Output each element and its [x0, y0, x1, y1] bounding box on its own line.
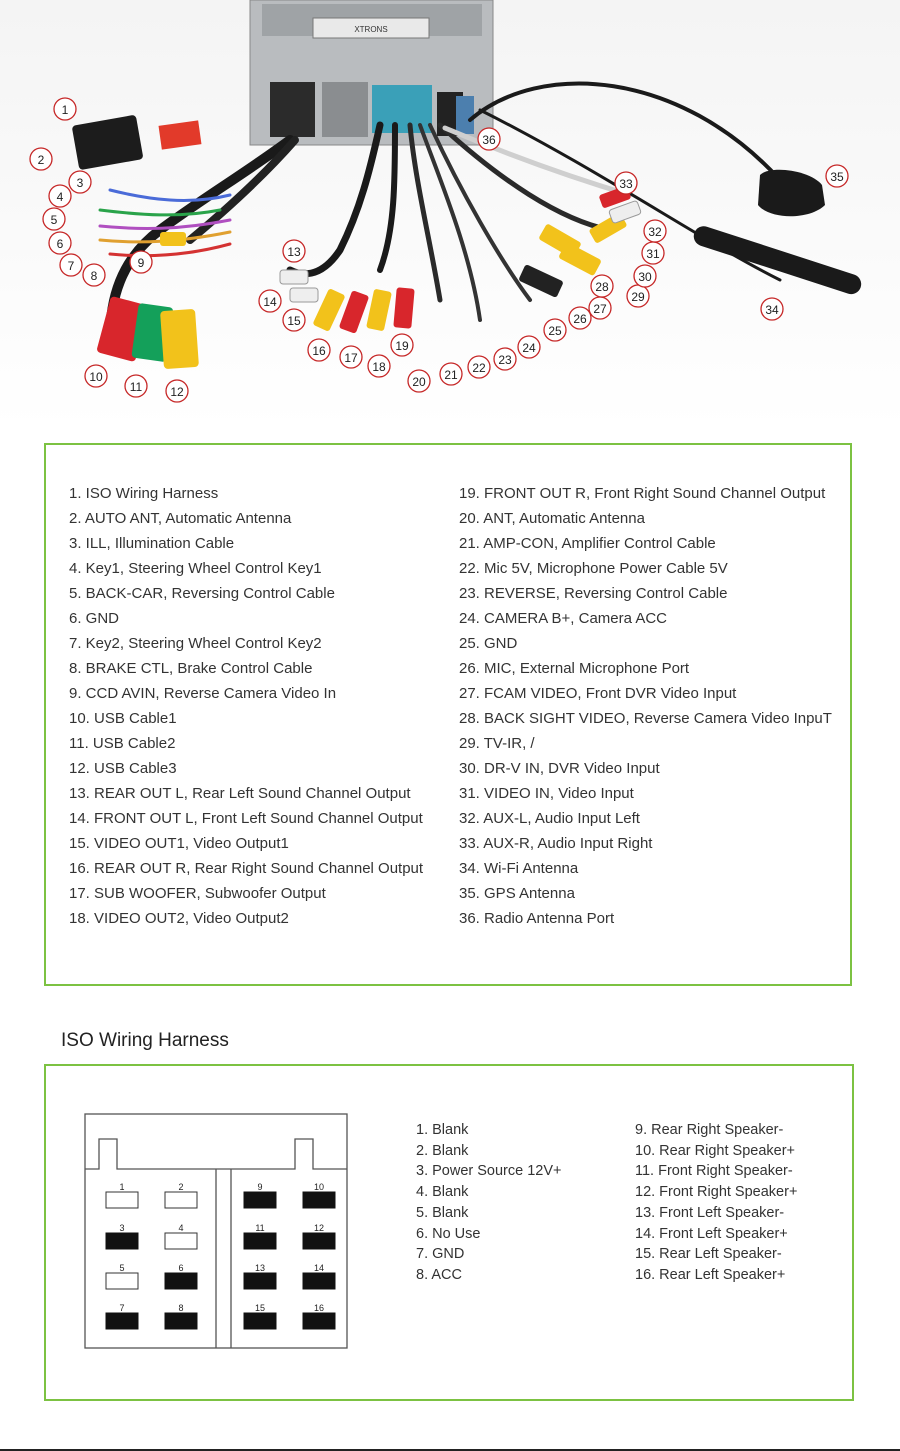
- callout-3: [69, 171, 91, 193]
- callout-10: [85, 365, 107, 387]
- callout-36: [478, 128, 500, 150]
- pin-description: 1. Blank: [416, 1122, 469, 1138]
- callout-15: [283, 309, 305, 331]
- svg-text:18: 18: [372, 360, 386, 374]
- svg-text:20: 20: [412, 375, 426, 389]
- legend-item: 18. VIDEO OUT2, Video Output2: [69, 910, 289, 927]
- callout-25: [544, 319, 566, 341]
- legend-item: 21. AMP-CON, Amplifier Control Cable: [459, 535, 716, 552]
- svg-text:36: 36: [482, 133, 496, 147]
- callout-18: [368, 355, 390, 377]
- callout-16: [308, 339, 330, 361]
- legend-column-right: [459, 481, 832, 931]
- svg-text:6: 6: [56, 237, 64, 251]
- usb-connectors: [96, 296, 199, 369]
- callout-21: [440, 363, 462, 385]
- legend-item: 20. ANT, Automatic Antenna: [459, 510, 645, 527]
- legend-item: 11. USB Cable2: [69, 735, 176, 752]
- pin-description: 6. No Use: [416, 1225, 481, 1242]
- legend-item: 19. FRONT OUT R, Front Right Sound Channel Output: [459, 485, 826, 502]
- legend-item: 12. USB Cable3: [69, 760, 177, 777]
- callout-11: [125, 375, 147, 397]
- svg-text:2: 2: [178, 1182, 184, 1192]
- callout-7: [60, 254, 82, 276]
- callout-31: [642, 242, 664, 264]
- legend-item: 24. CAMERA B+, Camera ACC: [459, 610, 667, 627]
- callout-12: [166, 380, 188, 402]
- svg-text:10: 10: [313, 1182, 325, 1192]
- pin-description: 14. Front Left Speaker+: [635, 1225, 788, 1242]
- legend-column-left: [69, 481, 423, 931]
- callout-8: [83, 264, 105, 286]
- svg-text:5: 5: [50, 213, 58, 227]
- svg-text:22: 22: [472, 361, 486, 375]
- legend-item: 36. Radio Antenna Port: [459, 910, 615, 927]
- pin-description: 7. GND: [416, 1246, 465, 1263]
- legend-item: 3. ILL, Illumination Cable: [69, 535, 235, 552]
- pin-description: 2. Blank: [416, 1142, 469, 1159]
- gps-antenna: [758, 170, 825, 216]
- svg-text:9: 9: [257, 1182, 263, 1192]
- legend-item: 10. USB Cable1: [69, 710, 177, 727]
- legend-item: 16. REAR OUT R, Rear Right Sound Channel Output: [69, 860, 424, 877]
- pin-description: 16. Rear Left Speaker+: [635, 1266, 786, 1283]
- callout-9: [130, 251, 152, 273]
- legend-item: 33. AUX-R, Audio Input Right: [459, 835, 653, 852]
- svg-text:6: 6: [178, 1263, 184, 1273]
- callout-26: [569, 307, 591, 329]
- callout-6: [49, 232, 71, 254]
- wiring-diagram-photo: [0, 0, 900, 430]
- legend-item: 13. REAR OUT L, Rear Left Sound Channel Output: [69, 785, 411, 802]
- callout-24: [518, 336, 540, 358]
- callout-2: [30, 148, 52, 170]
- svg-text:3: 3: [119, 1223, 125, 1233]
- legend-item: 1. ISO Wiring Harness: [69, 485, 219, 502]
- callout-23: [494, 348, 516, 370]
- wifi-antenna: [691, 224, 864, 297]
- pin-description: 11. Front Right Speaker-: [635, 1163, 793, 1180]
- svg-text:16: 16: [312, 344, 326, 358]
- legend-item: 32. AUX-L, Audio Input Left: [459, 810, 640, 827]
- callout-13: [283, 240, 305, 262]
- callout-33: [615, 172, 637, 194]
- legend-item: 25. GND: [459, 635, 518, 652]
- pin-description: 4. Blank: [416, 1184, 469, 1201]
- legend-item: 15. VIDEO OUT1, Video Output1: [69, 835, 289, 852]
- svg-text:25: 25: [548, 324, 562, 338]
- legend-item: 28. BACK SIGHT VIDEO, Reverse Camera Video InpuT: [459, 710, 832, 727]
- head-unit: [250, 0, 493, 145]
- callout-1: [54, 98, 76, 120]
- svg-text:23: 23: [498, 353, 512, 367]
- cable-legend-box: [44, 443, 852, 986]
- svg-text:21: 21: [444, 368, 458, 382]
- callout-14: [259, 290, 281, 312]
- callout-32: [644, 220, 666, 242]
- svg-text:15: 15: [287, 314, 301, 328]
- iso-pin-list-left: [416, 1120, 562, 1286]
- pin-description: 3. Power Source 12V+: [416, 1163, 562, 1180]
- svg-text:29: 29: [631, 290, 645, 304]
- legend-item: 6. GND: [69, 610, 120, 627]
- svg-text:7: 7: [67, 259, 75, 273]
- legend-item: 4. Key1, Steering Wheel Control Key1: [69, 560, 322, 577]
- legend-item: 29. TV-IR, /: [459, 735, 535, 752]
- svg-text:28: 28: [595, 280, 609, 294]
- svg-text:16: 16: [313, 1303, 325, 1313]
- svg-text:17: 17: [344, 351, 358, 365]
- svg-text:1: 1: [119, 1182, 125, 1192]
- legend-item: 34. Wi-Fi Antenna: [459, 860, 579, 877]
- iso-connector-diagram: [84, 1113, 394, 1358]
- callout-35: [826, 165, 848, 187]
- svg-text:35: 35: [830, 170, 844, 184]
- legend-item: 27. FCAM VIDEO, Front DVR Video Input: [459, 685, 737, 702]
- pin-description: 15. Rear Left Speaker-: [635, 1246, 782, 1263]
- legend-item: 8. BRAKE CTL, Brake Control Cable: [69, 660, 313, 677]
- unit-brand: XTRONS: [354, 25, 388, 34]
- pin-description: 5. Blank: [416, 1204, 469, 1221]
- svg-text:30: 30: [638, 270, 652, 284]
- callout-19: [391, 334, 413, 356]
- callout-30: [634, 265, 656, 287]
- legend-item: 30. DR-V IN, DVR Video Input: [459, 760, 660, 777]
- legend-item: 35. GPS Antenna: [459, 885, 575, 902]
- svg-text:27: 27: [593, 302, 607, 316]
- legend-item: 23. REVERSE, Reversing Control Cable: [459, 585, 728, 602]
- callout-20: [408, 370, 430, 392]
- callout-17: [340, 346, 362, 368]
- svg-text:19: 19: [395, 339, 409, 353]
- pin-description: 8. ACC: [416, 1266, 462, 1283]
- svg-text:8: 8: [90, 269, 98, 283]
- legend-item: 2. AUTO ANT, Automatic Antenna: [69, 510, 292, 527]
- iso-connector-photo: [72, 115, 202, 171]
- svg-text:9: 9: [137, 256, 145, 270]
- callout-4: [49, 185, 71, 207]
- svg-text:14: 14: [263, 295, 277, 309]
- pin-description: 9. Rear Right Speaker-: [635, 1122, 784, 1138]
- svg-text:33: 33: [619, 177, 633, 191]
- svg-text:1: 1: [61, 103, 69, 117]
- legend-item: 9. CCD AVIN, Reverse Camera Video In: [69, 685, 337, 702]
- svg-text:11: 11: [129, 380, 143, 394]
- callout-5: [43, 208, 65, 230]
- svg-text:14: 14: [313, 1263, 325, 1273]
- svg-text:12: 12: [313, 1223, 325, 1233]
- svg-text:8: 8: [178, 1303, 184, 1313]
- legend-item: 31. VIDEO IN, Video Input: [459, 785, 634, 802]
- svg-text:3: 3: [76, 176, 84, 190]
- legend-item: 7. Key2, Steering Wheel Control Key2: [69, 635, 322, 652]
- svg-text:13: 13: [254, 1263, 266, 1273]
- iso-section-title: ISO Wiring Harness: [61, 1030, 229, 1051]
- svg-text:31: 31: [646, 247, 660, 261]
- pin-description: 13. Front Left Speaker-: [635, 1204, 785, 1221]
- svg-text:32: 32: [648, 225, 662, 239]
- svg-text:2: 2: [37, 153, 45, 167]
- legend-item: 17. SUB WOOFER, Subwoofer Output: [69, 885, 326, 902]
- svg-text:13: 13: [287, 245, 301, 259]
- legend-item: 22. Mic 5V, Microphone Power Cable 5V: [459, 560, 728, 577]
- svg-text:12: 12: [170, 385, 184, 399]
- legend-item: 14. FRONT OUT L, Front Left Sound Channel Output: [69, 810, 423, 827]
- legend-item: 26. MIC, External Microphone Port: [459, 660, 690, 677]
- iso-pin-list-right: [635, 1120, 797, 1286]
- callout-27: [589, 297, 611, 319]
- svg-text:7: 7: [119, 1303, 125, 1313]
- svg-text:24: 24: [522, 341, 536, 355]
- iso-pinout-box: [44, 1064, 854, 1401]
- legend-item: 5. BACK-CAR, Reversing Control Cable: [69, 585, 335, 602]
- svg-text:10: 10: [89, 370, 103, 384]
- svg-text:34: 34: [765, 303, 779, 317]
- svg-text:5: 5: [119, 1263, 125, 1273]
- pin-description: 10. Rear Right Speaker+: [635, 1142, 795, 1159]
- svg-text:15: 15: [254, 1303, 266, 1313]
- callout-29: [627, 285, 649, 307]
- pin-description: 12. Front Right Speaker+: [635, 1184, 798, 1201]
- svg-text:4: 4: [56, 190, 64, 204]
- callout-34: [761, 298, 783, 320]
- callout-22: [468, 356, 490, 378]
- svg-text:11: 11: [255, 1223, 265, 1233]
- svg-text:4: 4: [178, 1223, 184, 1233]
- svg-text:26: 26: [573, 312, 587, 326]
- callout-28: [591, 275, 613, 297]
